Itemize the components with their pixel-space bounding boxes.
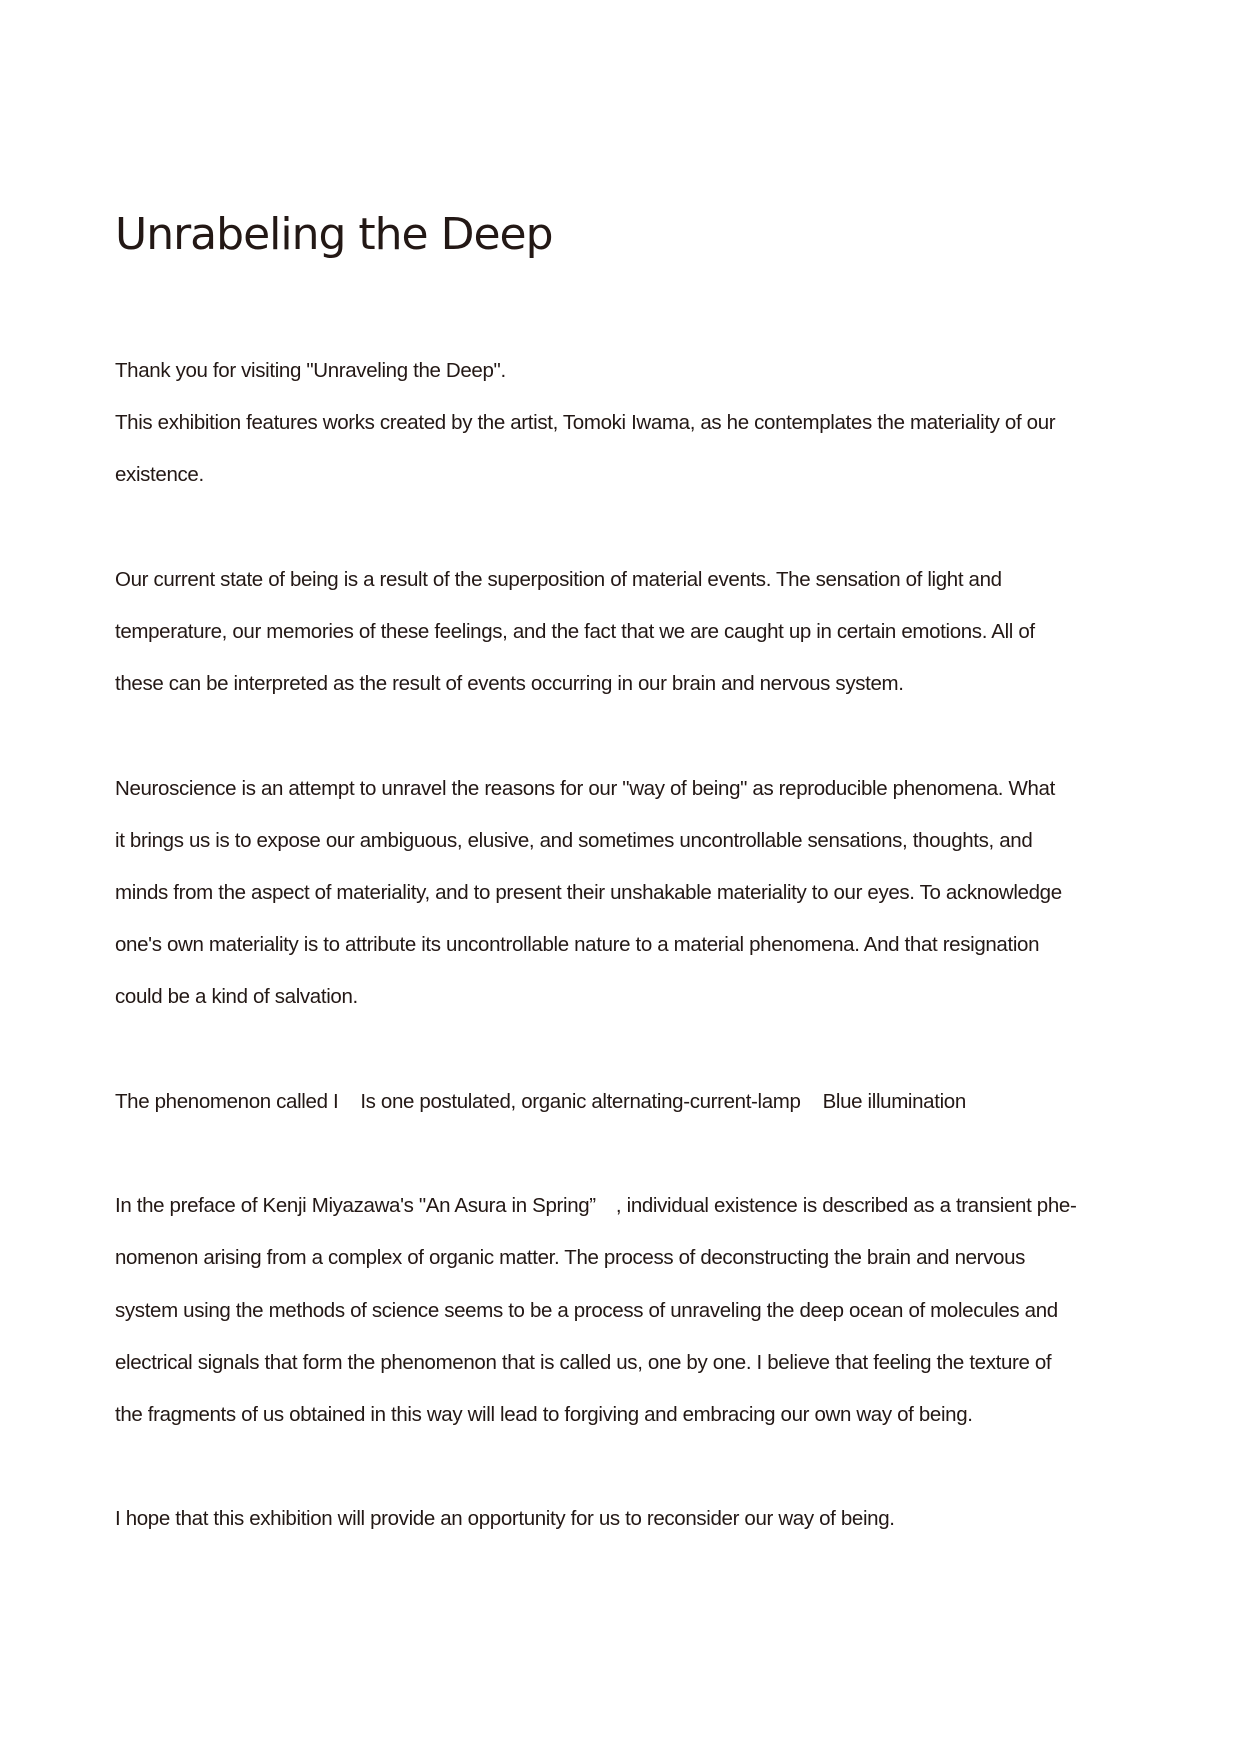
text-line: these can be interpreted as the result of events occurring in our brain and nervous system.	[115, 672, 904, 696]
text-line: nomenon arising from a complex of organic matter. The process of deconstructing the brain and nervous	[115, 1246, 1026, 1270]
paragraph-state-of-being	[115, 554, 1145, 711]
text-line: I hope that this exhibition will provide an opportunity for us to reconsider our way of being.	[115, 1507, 895, 1531]
paragraph-closing	[115, 1493, 1145, 1545]
text-line: Neuroscience is an attempt to unravel the reasons for our "way of being" as reproducible phenomena. What	[115, 776, 1055, 800]
text-line: one's own materiality is to attribute its uncontrollable nature to a material phenomena. And that resignation	[115, 933, 1040, 957]
text-line: system using the methods of science seems to be a process of unraveling the deep ocean of molecules and	[115, 1298, 1058, 1322]
text-line: the fragments of us obtained in this way will lead to forgiving and embracing our own way of being.	[115, 1403, 973, 1426]
paragraph-quote	[115, 1076, 1145, 1128]
text-line: Our current state of being is a result of the superposition of material events. The sensation of light and	[115, 567, 1002, 591]
document-title: Unrabeling the Deep	[115, 209, 553, 260]
paragraph-intro	[115, 345, 1145, 502]
text-line: In the preface of Kenji Miyazawa's "An Asura in Spring” , individual existence is described as a transient phe-	[115, 1194, 1077, 1218]
document-body	[115, 345, 1145, 1598]
paragraph-neuroscience	[115, 763, 1145, 1024]
quote-fragment: Is one postulated, organic alternating-current-lamp	[360, 1089, 801, 1113]
text-line: it brings us is to expose our ambiguous, elusive, and sometimes uncontrollable sensations, thoughts, and	[115, 828, 1033, 852]
text-line: existence.	[115, 463, 204, 487]
text-line: minds from the aspect of materiality, and to present their unshakable materiality to our eyes. To acknowledge	[115, 881, 1062, 904]
quote-fragment: Blue illumination	[822, 1089, 966, 1113]
text-line: Thank you for visiting "Unraveling the Deep".	[115, 359, 506, 382]
quote-line	[115, 1076, 966, 1128]
text-line: temperature, our memories of these feelings, and the fact that we are caught up in certain emotions. All of	[115, 620, 1035, 643]
text-line: electrical signals that form the phenomenon that is called us, one by one. I believe that feeling the texture of	[115, 1350, 1052, 1374]
text-line: could be a kind of salvation.	[115, 985, 358, 1009]
quote-fragment: The phenomenon called I	[115, 1089, 339, 1113]
paragraph-miyazawa	[115, 1180, 1145, 1441]
text-line: This exhibition features works created by the artist, Tomoki Iwama, as he contemplates the materiality of our	[115, 411, 1056, 435]
